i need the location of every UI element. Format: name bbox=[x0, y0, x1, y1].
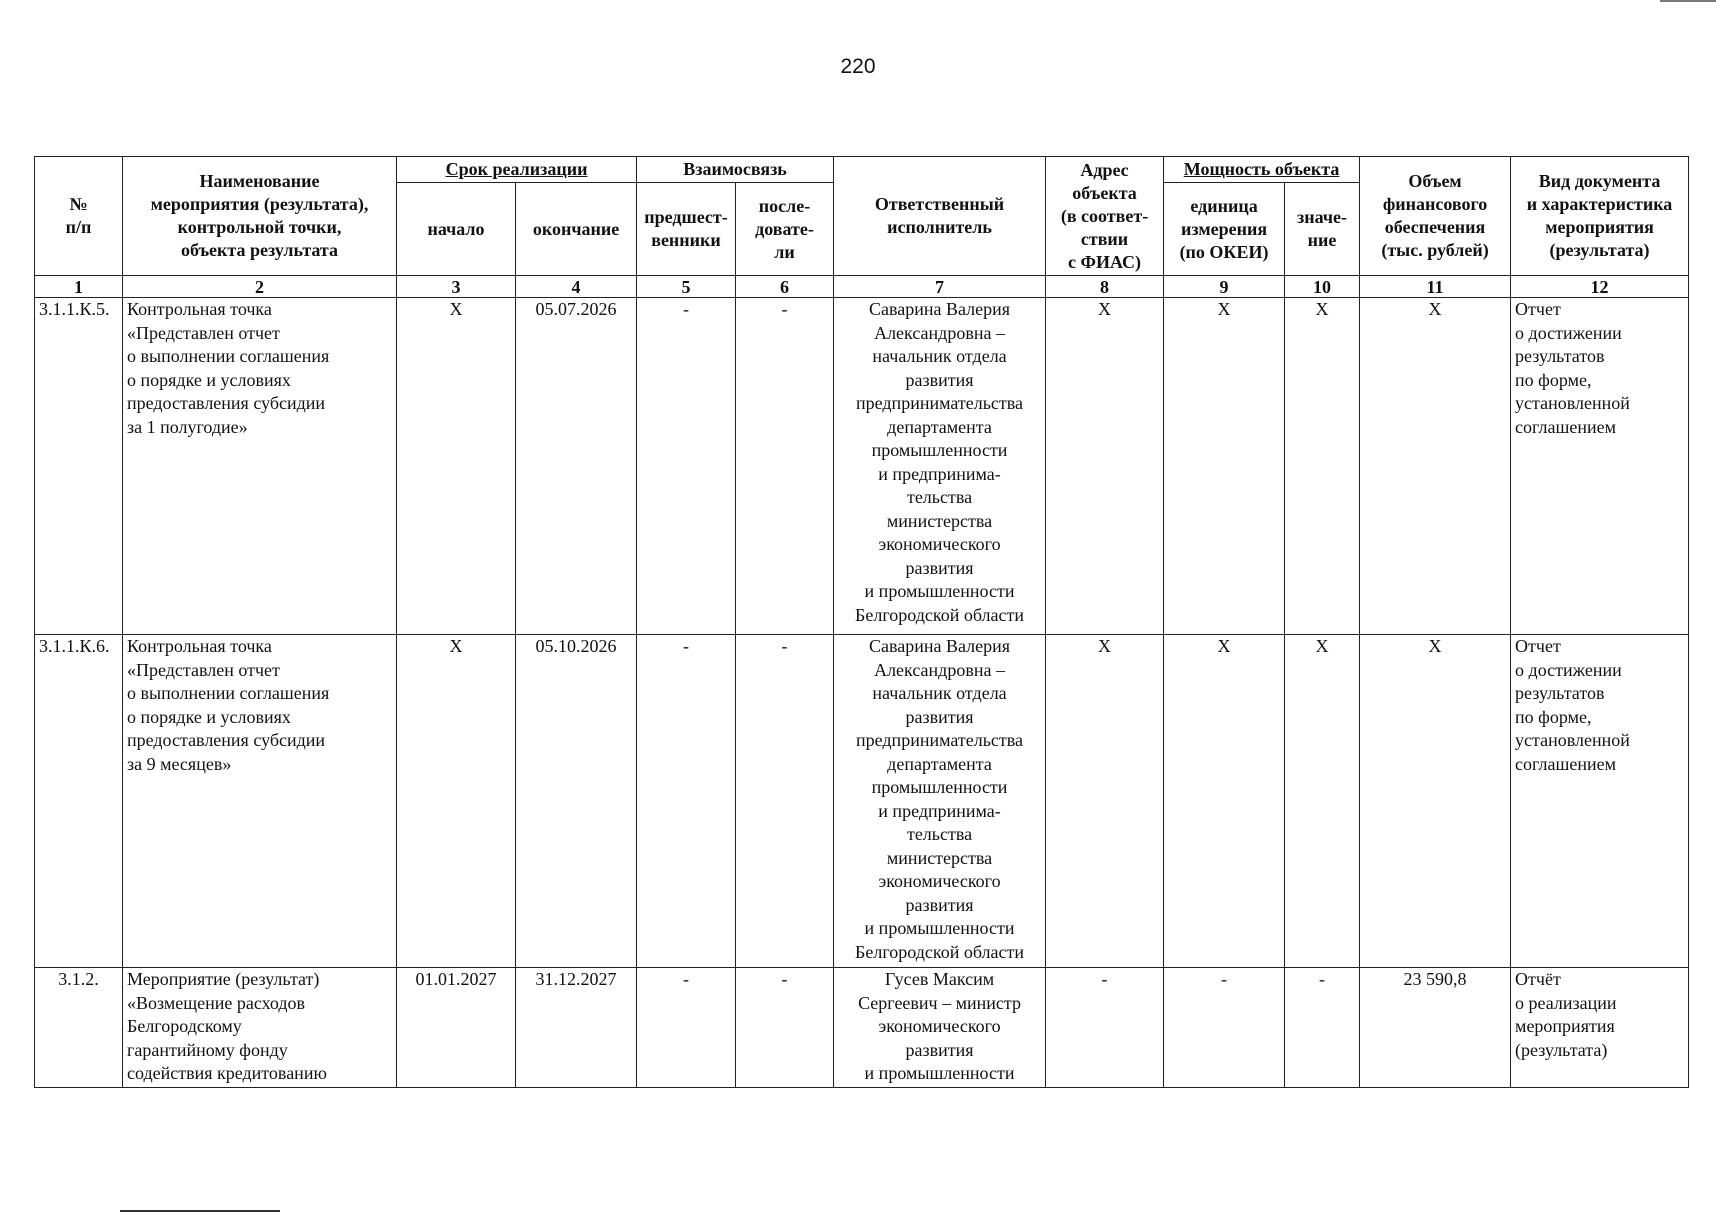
row-address: X bbox=[1046, 635, 1164, 968]
row-doctype: Отчет о достижении результатов по форме, установленной соглашением bbox=[1511, 635, 1689, 968]
header-value: значе- ние bbox=[1285, 183, 1360, 276]
row-unit: - bbox=[1164, 968, 1285, 1088]
row-end: 05.07.2026 bbox=[516, 298, 637, 635]
header-term: Срок реализации bbox=[397, 157, 637, 183]
header-address: Адрес объекта (в соответ- ствии с ФИАС) bbox=[1046, 157, 1164, 276]
row-address: - bbox=[1046, 968, 1164, 1088]
header-name: Наименование мероприятия (результата), контрольной точки, объекта результата bbox=[123, 157, 397, 276]
header-unit: единица измерения (по ОКЕИ) bbox=[1164, 183, 1285, 276]
header-num: № п/п bbox=[35, 157, 123, 276]
row-name: Контрольная точка «Представлен отчет о выполнении соглашения о порядке и условиях предоставления субсидии за 1 полугодие» bbox=[123, 298, 397, 635]
row-number: 3.1.1.К.5. bbox=[35, 298, 123, 635]
row-value: X bbox=[1285, 635, 1360, 968]
row-predecessors: - bbox=[637, 298, 736, 635]
table-row bbox=[35, 968, 1689, 1088]
row-finance: 23 590,8 bbox=[1360, 968, 1511, 1088]
row-responsible: Саварина Валерия Александровна – начальник отдела развития предпринимательства департамента промышленности и предпринима- тельства министерства экономического развития и промышленности Белгородской области bbox=[834, 298, 1046, 635]
row-end: 31.12.2027 bbox=[516, 968, 637, 1088]
col-number: 2 bbox=[123, 276, 397, 298]
header-successors: после- довате- ли bbox=[736, 183, 834, 276]
col-number: 12 bbox=[1511, 276, 1689, 298]
col-number: 6 bbox=[736, 276, 834, 298]
col-number: 9 bbox=[1164, 276, 1285, 298]
row-start: X bbox=[397, 298, 516, 635]
row-value: - bbox=[1285, 968, 1360, 1088]
row-name: Контрольная точка «Представлен отчет о выполнении соглашения о порядке и условиях предоставления субсидии за 9 месяцев» bbox=[123, 635, 397, 968]
row-predecessors: - bbox=[637, 635, 736, 968]
row-doctype: Отчёт о реализации мероприятия (результата) bbox=[1511, 968, 1689, 1088]
row-successors: - bbox=[736, 298, 834, 635]
header-finance: Объем финансового обеспечения (тыс. рублей) bbox=[1360, 157, 1511, 276]
row-number: 3.1.1.К.6. bbox=[35, 635, 123, 968]
header-doctype: Вид документа и характеристика мероприятия (результата) bbox=[1511, 157, 1689, 276]
header-link: Взаимосвязь bbox=[637, 157, 834, 183]
row-start: 01.01.2027 bbox=[397, 968, 516, 1088]
row-name: Мероприятие (результат) «Возмещение расходов Белгородскому гарантийному фонду содействия кредитованию bbox=[123, 968, 397, 1088]
row-responsible: Саварина Валерия Александровна – начальник отдела развития предпринимательства департамента промышленности и предпринима- тельства министерства экономического развития и промышленности Белгородской области bbox=[834, 635, 1046, 968]
row-unit: X bbox=[1164, 635, 1285, 968]
row-start: X bbox=[397, 635, 516, 968]
header-power: Мощность объекта bbox=[1164, 157, 1360, 183]
row-predecessors: - bbox=[637, 968, 736, 1088]
col-number: 3 bbox=[397, 276, 516, 298]
page-number: 220 bbox=[840, 55, 876, 78]
col-number: 1 bbox=[35, 276, 123, 298]
col-number: 5 bbox=[637, 276, 736, 298]
header-predecessors: предшест- венники bbox=[637, 183, 736, 276]
row-successors: - bbox=[736, 635, 834, 968]
table-row bbox=[35, 298, 1689, 635]
row-finance: X bbox=[1360, 298, 1511, 635]
row-successors: - bbox=[736, 968, 834, 1088]
row-doctype: Отчет о достижении результатов по форме, установленной соглашением bbox=[1511, 298, 1689, 635]
row-finance: X bbox=[1360, 635, 1511, 968]
header-responsible: Ответственный исполнитель bbox=[834, 157, 1046, 276]
row-address: X bbox=[1046, 298, 1164, 635]
row-number: 3.1.2. bbox=[35, 968, 123, 1088]
row-value: X bbox=[1285, 298, 1360, 635]
col-number: 11 bbox=[1360, 276, 1511, 298]
col-number: 7 bbox=[834, 276, 1046, 298]
col-number: 4 bbox=[516, 276, 637, 298]
row-end: 05.10.2026 bbox=[516, 635, 637, 968]
header-start: начало bbox=[397, 183, 516, 276]
col-number: 10 bbox=[1285, 276, 1360, 298]
header-end: окончание bbox=[516, 183, 637, 276]
page-edge-mark bbox=[1660, 0, 1716, 2]
col-number: 8 bbox=[1046, 276, 1164, 298]
measures-table bbox=[34, 156, 1689, 1088]
row-responsible: Гусев Максим Сергеевич – министр экономического развития и промышленности bbox=[834, 968, 1046, 1088]
row-unit: X bbox=[1164, 298, 1285, 635]
bottom-rule bbox=[120, 1210, 280, 1212]
table-row bbox=[35, 635, 1689, 968]
